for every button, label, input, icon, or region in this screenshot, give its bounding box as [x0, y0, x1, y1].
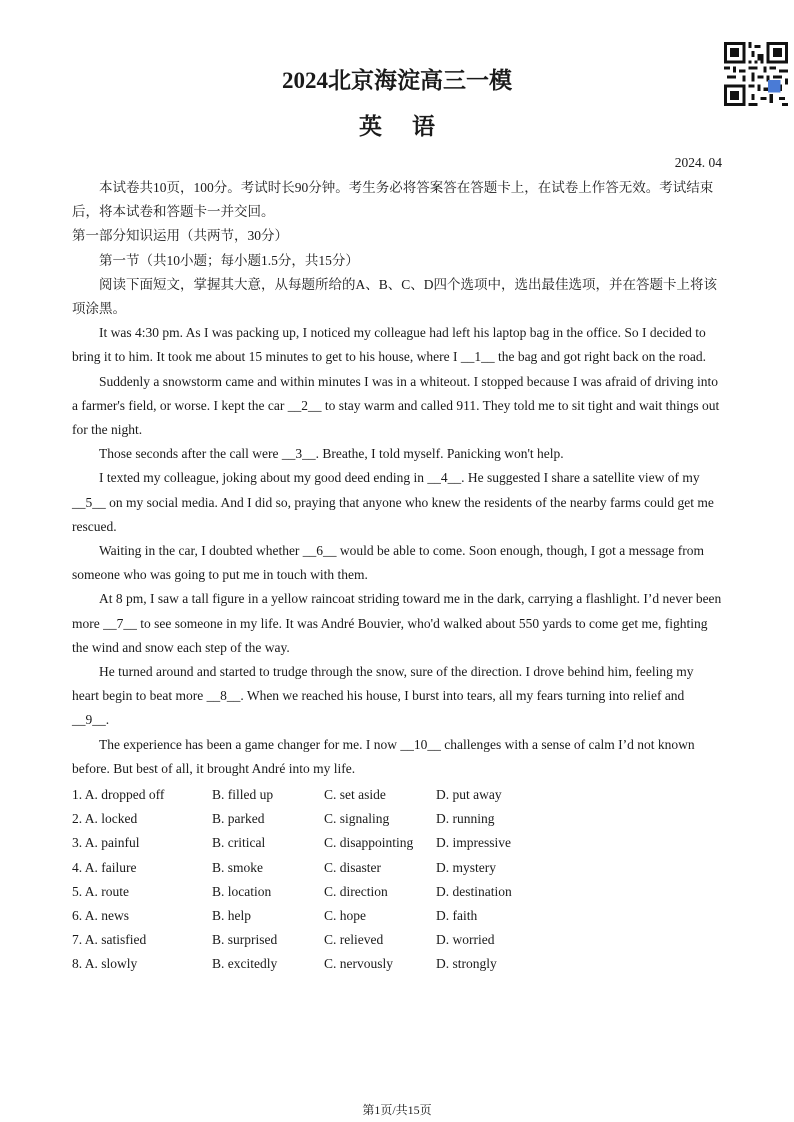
option-a: 7. A. satisfied	[72, 932, 147, 948]
option-a: 5. A. route	[72, 883, 129, 899]
passage-paragraph: It was 4:30 pm. As I was packing up, I noticed my colleague had left his laptop bag in the office. So I decided to bring it to him. It took me about 15 minutes to get to his house, where I __1__ the bag and got right back on the road.	[72, 325, 707, 365]
option-c: C. nervously	[324, 956, 393, 972]
option-d: D. put away	[436, 787, 502, 803]
passage-paragraph: At 8 pm, I saw a tall figure in a yellow raincoat striding toward me in the dark, carrying a flashlight. I’d never been more __7__ to see someone in my life. It was André Bouvier, who'd walked about 550 yards to come get me, fighting the wind and snow each step of the way.	[72, 591, 722, 655]
option-b: B. help	[212, 908, 251, 924]
exam-instructions: 本试卷共10页，100分。考试时长90分钟。考生务必将答案答在答题卡上，在试卷上作答无效。考试结束后，将本试卷和答题卡一并交回。	[72, 180, 714, 220]
option-a: 2. A. locked	[72, 811, 138, 827]
option-d: D. mystery	[436, 859, 496, 875]
subject-title: 英语	[359, 114, 465, 139]
answer-options	[72, 783, 722, 977]
option-b: B. excitedly	[212, 956, 278, 972]
option-b: B. smoke	[212, 859, 264, 875]
option-d: D. running	[436, 811, 495, 827]
option-a: 4. A. failure	[72, 859, 137, 875]
option-c: C. relieved	[324, 932, 384, 948]
option-c: C. disappointing	[324, 835, 414, 851]
option-d: D. destination	[436, 883, 512, 899]
exam-date: 2024. 04	[674, 155, 722, 170]
section-directions: 阅读下面短文，掌握其大意，从每题所给的A、B、C、D四个选项中，选出最佳选项，并在答题卡上将该项涂黑。	[72, 276, 718, 317]
option-d: D. impressive	[436, 835, 511, 851]
passage-paragraph: I texted my colleague, joking about my good deed ending in __4__. He suggested I share a satellite view of my __5__ on my social media. And I did so, praying that anyone who knew the residents of the nearby farms could get me rescued.	[72, 470, 714, 534]
option-a: 6. A. news	[72, 908, 129, 924]
question-options-3	[72, 831, 722, 855]
option-b: B. filled up	[212, 787, 274, 803]
question-options-4	[72, 856, 722, 880]
option-c: C. hope	[324, 908, 366, 924]
section-heading: 第一节（共10小题；每小题1.5分，共15分）	[99, 252, 359, 268]
option-d: D. strongly	[436, 956, 497, 972]
option-c: C. set aside	[324, 787, 386, 803]
option-a: 8. A. slowly	[72, 956, 138, 972]
question-options-1	[72, 783, 722, 807]
question-options-5	[72, 880, 722, 904]
question-options-8	[72, 952, 722, 976]
passage-paragraph: Waiting in the car, I doubted whether __6__ would be able to come. Soon enough, though, I got a message from someone who was going to put me in touch with them.	[72, 543, 704, 583]
page-number: 第1页/共15页	[362, 1103, 432, 1117]
option-b: B. location	[212, 883, 272, 899]
option-d: D. faith	[436, 908, 478, 924]
question-options-7	[72, 928, 722, 952]
option-a: 3. A. painful	[72, 835, 140, 851]
option-a: 1. A. dropped off	[72, 787, 165, 803]
option-d: D. worried	[436, 932, 495, 948]
option-b: B. parked	[212, 811, 265, 827]
part-heading: 第一部分知识运用（共两节，30分）	[72, 228, 288, 244]
option-b: B. critical	[212, 835, 266, 851]
passage-paragraph: Suddenly a snowstorm came and within minutes I was in a whiteout. I stopped because I was afraid of driving into a farmer's field, or worse. I kept the car __2__ to stay warm and called 911. They told me to sit tight and wait things out for the night.	[72, 373, 720, 438]
option-c: C. disaster	[324, 859, 381, 875]
passage-paragraph: The experience has been a game changer for me. I now __10__ challenges with a sense of calm I’d not known before. But best of all, it brought André into my life.	[72, 736, 695, 776]
exam-content	[72, 176, 722, 977]
question-options-2	[72, 807, 722, 831]
exam-title: 2024北京海淀高三一模	[282, 68, 512, 93]
option-b: B. surprised	[212, 932, 278, 948]
question-options-6	[72, 904, 722, 928]
passage-paragraph: Those seconds after the call were __3__. Breathe, I told myself. Panicking won't help.	[99, 446, 564, 462]
passage-paragraph: He turned around and started to trudge through the snow, sure of the direction. I drove behind him, feeling my heart begin to beat more __8__. When we reached his house, I burst into tears, all my fears turning into relief and __9__.	[72, 664, 694, 728]
option-c: C. signaling	[324, 811, 390, 827]
option-c: C. direction	[324, 883, 388, 899]
